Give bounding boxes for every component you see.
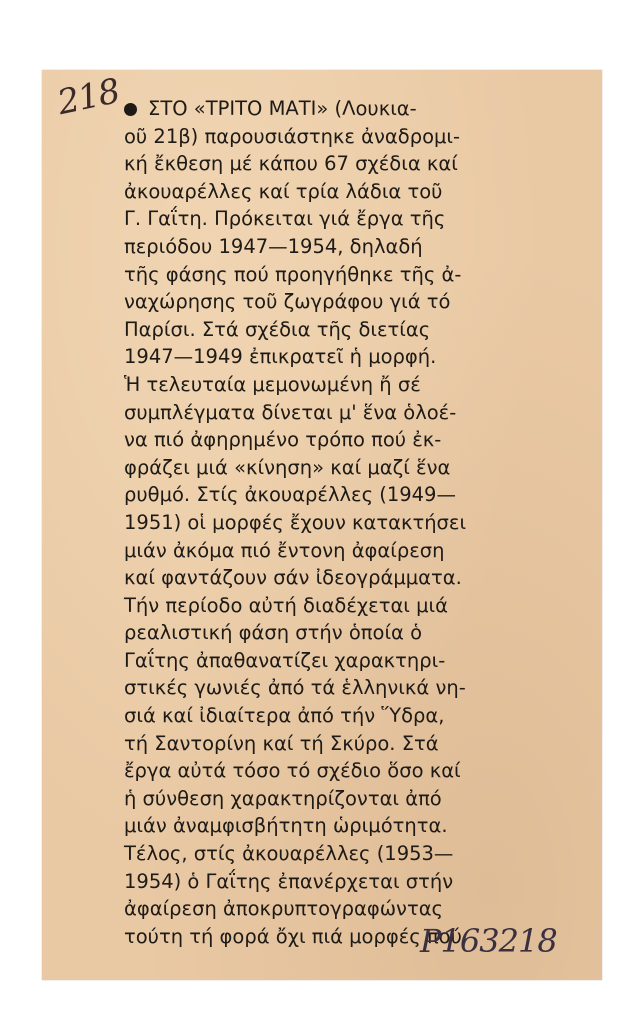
article-line-text: ἡ σύνθεση χαρακτηρίζονται ἀπό: [124, 786, 442, 810]
article-line-text: οῦ 21β) παρουσιάστηκε ἀναδρομι-: [124, 124, 461, 148]
article-line: [124, 399, 564, 427]
archive-code: Ρ163218: [420, 922, 557, 960]
article-line: [124, 371, 564, 399]
article-line: [124, 564, 564, 592]
article-line: [124, 702, 564, 730]
article-line-text: Γαΐτης ἀπαθανατίζει χαρακτηρι-: [124, 648, 446, 672]
article-line-text: σιά καί ἰδιαίτερα ἀπό τήν Ὕδρα,: [124, 704, 445, 728]
article-line: [124, 454, 564, 482]
article-line: [124, 674, 564, 702]
article-line-text: Τέλος, στίς ἀκουαρέλλες (1953—: [124, 842, 454, 866]
article-line: [124, 481, 564, 509]
article-line-text: τή Σαντορίνη καί τή Σκύρο. Στά: [124, 731, 439, 755]
article-line-text: Παρίσι. Στά σχέδια τῆς διετίας: [124, 317, 431, 341]
article-line: [124, 868, 564, 896]
article-line-text: στικές γωνιές ἀπό τά ἑλληνικά νη-: [124, 676, 466, 700]
article-line: [124, 537, 564, 565]
article-line-text: περιόδου 1947—1954, δηλαδή: [124, 234, 423, 258]
article-line-text: ναχώρησης τοῦ ζωγράφου γιά τό: [124, 290, 451, 314]
article-line-text: ἔργα αὐτά τόσο τό σχέδιο ὅσο καί: [124, 759, 461, 783]
article-line-text: να πιό ἀφηρημένο τρόπο πού ἐκ-: [124, 428, 442, 452]
article-line-text: 1951) οἱ μορφές ἔχουν κατακτήσει: [124, 510, 467, 534]
article-line-text: τούτη τή φορά ὄχι πιά μορφές πού: [124, 924, 462, 948]
article-line: [124, 316, 564, 344]
article-line: [124, 288, 564, 316]
article-line: [124, 757, 564, 785]
handwritten-number: 218: [54, 71, 123, 124]
article-line: [124, 785, 564, 813]
article-line: [134, 95, 564, 123]
article-line-text: μιάν ἀναμφισβήτητη ὡριμότητα.: [124, 814, 448, 838]
article-line: [124, 592, 564, 620]
article-line-text: ΣΤΟ «ΤΡΙΤΟ ΜΑΤΙ» (Λουκια-: [148, 97, 417, 120]
article-line-text: φράζει μιά «κίνηση» καί μαζί ἕνα: [124, 455, 451, 479]
article-line-text: καί φαντάζουν σάν ἰδεογράμματα.: [124, 566, 462, 590]
article-line: [124, 840, 564, 868]
article-line-text: τῆς φάσης πού προηγήθηκε τῆς ἀ-: [124, 262, 462, 286]
article-line: [124, 895, 564, 923]
article-line-text: ἀφαίρεση ἀποκρυπτογραφώντας: [124, 897, 443, 921]
article-line-text: Τήν περίοδο αὐτή διαδέχεται μιά: [124, 593, 448, 617]
article-line: [124, 123, 564, 151]
article-line-text: 1954) ὁ Γαΐτης ἐπανέρχεται στήν: [124, 869, 454, 893]
article-text: [124, 95, 564, 950]
article-line: [124, 150, 564, 178]
article-line: [124, 178, 564, 206]
article-line: [124, 812, 564, 840]
article-line-text: ρεαλιστική φάση στήν ὁποία ὁ: [124, 621, 423, 645]
article-line: [124, 509, 564, 537]
article-line-text: ρυθμό. Στίς ἀκουαρέλλες (1949—: [124, 483, 456, 507]
article-line-text: 1947—1949 ἐπικρατεῖ ἡ μορφή.: [124, 345, 437, 369]
article-line: [124, 261, 564, 289]
article-line-text: μιάν ἀκόμα πιό ἔντονη ἀφαίρεση: [124, 538, 445, 562]
article-line: [124, 205, 564, 233]
article-line-text: ἀκουαρέλλες καί τρία λάδια τοῦ: [124, 179, 443, 203]
article-line: [124, 647, 564, 675]
article-line: [124, 730, 564, 758]
article-line: [124, 619, 564, 647]
article-line: [124, 343, 564, 371]
article-line-text: Ἡ τελευταία μεμονωμένη ἤ σέ: [124, 372, 421, 396]
article-line-text: συμπλέγματα δίνεται μ' ἕνα ὁλοέ-: [124, 400, 457, 424]
article-line: [124, 233, 564, 261]
article-line: [124, 426, 564, 454]
article-line-text: Γ. Γαΐτη. Πρόκειται γιά ἔργα τῆς: [124, 207, 446, 231]
article-line-text: κή ἔκθεση μέ κάπου 67 σχέδια καί: [124, 152, 458, 176]
